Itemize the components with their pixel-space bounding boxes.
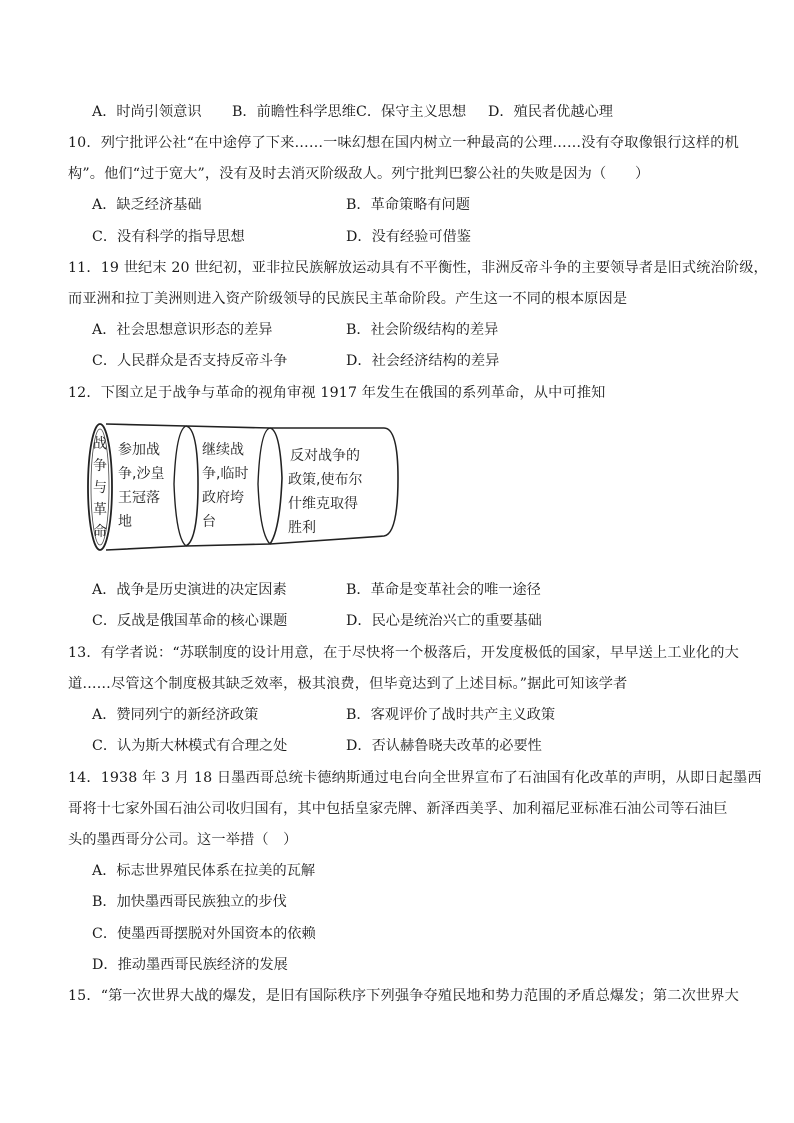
scroll-label-char-1: 战 [93, 436, 107, 452]
q10-option-d: D．没有经验可借鉴 [346, 229, 471, 245]
q13-option-a: A．赞同列宁的新经济政策 [92, 707, 259, 723]
q13-option-c: C．认为斯大林模式有合理之处 [92, 738, 288, 754]
q10-option-b: B．革命策略有问题 [346, 197, 470, 213]
q14-stem-line-2: 哥将十七家外国石油公司收归国有，其中包括皇家壳牌、新泽西美孚、加利福尼亚标准石油公司等石油巨 [68, 801, 728, 817]
scroll-label-char-3: 与 [93, 480, 107, 496]
q14-option-a: A．标志世界殖民体系在拉美的瓦解 [92, 863, 316, 879]
q14-option-b: B．加快墨西哥民族独立的步伐 [92, 894, 287, 910]
q15-stem-line-1: 15．“第一次世界大战的爆发，是旧有国际秩序下列强争夺殖民地和势力范围的矛盾总爆发；第二次世界大 [68, 988, 739, 1004]
q12-option-b: B．革命是变革社会的唯一途径 [346, 582, 541, 598]
segment3-line-4: 胜利 [288, 520, 316, 536]
segment2-line-2: 争,临时 [202, 466, 249, 482]
q13-option-d: D．否认赫鲁晓夫改革的必要性 [346, 738, 542, 754]
q14-stem-line-3: 头的墨西哥分公司。这一举措（ ） [68, 832, 298, 848]
q12-option-d: D．民心是统治兴亡的重要基础 [346, 613, 542, 629]
segment1-line-4: 地 [118, 514, 132, 530]
segment3-line-2: 政策,使布尔 [288, 472, 363, 488]
q13-option-b: B．客观评价了战时共产主义政策 [346, 707, 556, 723]
q14-option-d: D．推动墨西哥民族经济的发展 [92, 957, 288, 973]
q14-option-c: C．使墨西哥摆脱对外国资本的依赖 [92, 926, 316, 942]
segment2-line-4: 台 [202, 514, 216, 530]
q9-option-a: A．时尚引领意识 [92, 104, 202, 120]
q11-option-a: A．社会思想意识形态的差异 [92, 322, 273, 338]
scroll-label-char-4: 革 [93, 502, 107, 518]
q12-option-a: A．战争是历史演进的决定因素 [92, 582, 287, 598]
q11-option-d: D．社会经济结构的差异 [346, 353, 500, 369]
segment3-line-1: 反对战争的 [290, 448, 360, 464]
segment1-line-2: 争,沙皇 [118, 466, 165, 482]
q11-option-c: C．人民群众是否支持反帝斗争 [92, 353, 288, 369]
scroll-diagram [84, 414, 404, 564]
segment2-line-3: 政府垮 [202, 490, 244, 506]
q11-stem-line-1: 11．19 世纪末 20 世纪初，亚非拉民族解放运动具有不平衡性，非洲反帝斗争的主要领导者是旧式统治阶级， [68, 260, 768, 276]
q12-option-c: C．反战是俄国革命的核心课题 [92, 613, 288, 629]
q10-stem-line-1: 10．列宁批评公社“在中途停了下来……一味幻想在国内树立一种最高的公理……没有夺取像银行这样的机 [68, 135, 739, 151]
q14-stem-line-1: 14．1938 年 3 月 18 日墨西哥总统卡德纳斯通过电台向全世界宣布了石油国有化改革的声明，从即日起墨西 [68, 770, 762, 786]
segment1-line-1: 参加战 [118, 442, 160, 458]
war-revolution-scroll-figure [84, 414, 404, 564]
q9-option-b: B．前瞻性科学思维 [232, 104, 356, 120]
q11-option-b: B．社会阶级结构的差异 [346, 322, 499, 338]
q10-option-a: A．缺乏经济基础 [92, 197, 202, 213]
q10-option-c: C．没有科学的指导思想 [92, 229, 245, 245]
q11-stem-line-2: 而亚洲和拉丁美洲则进入资产阶级领导的民族民主革命阶段。产生这一不同的根本原因是 [68, 291, 628, 307]
scroll-label-char-5: 命 [93, 524, 107, 540]
segment2-line-1: 继续战 [202, 442, 244, 458]
q13-stem-line-1: 13．有学者说：“苏联制度的设计用意，在于尽快将一个极落后，开发度极低的国家，早早送上工业化的大 [68, 645, 739, 661]
segment1-line-3: 王冠落 [118, 490, 160, 506]
q13-stem-line-2: 道……尽管这个制度极其缺乏效率，极其浪费，但毕竟达到了上述目标。”据此可知该学者 [68, 676, 628, 692]
q9-option-c: C．保守主义思想 [356, 104, 467, 120]
q10-stem-line-2: 构”。他们“过于宽大”，没有及时去消灭阶级敌人。列宁批判巴黎公社的失败是因为（ ） [68, 166, 650, 182]
q12-stem-line-1: 12．下图立足于战争与革命的视角审视 1917 年发生在俄国的系列革命，从中可推知 [68, 385, 606, 401]
scroll-label-char-2: 争 [93, 458, 107, 474]
segment3-line-3: 什维克取得 [288, 496, 358, 512]
q9-option-d: D．殖民者优越心理 [488, 104, 613, 120]
